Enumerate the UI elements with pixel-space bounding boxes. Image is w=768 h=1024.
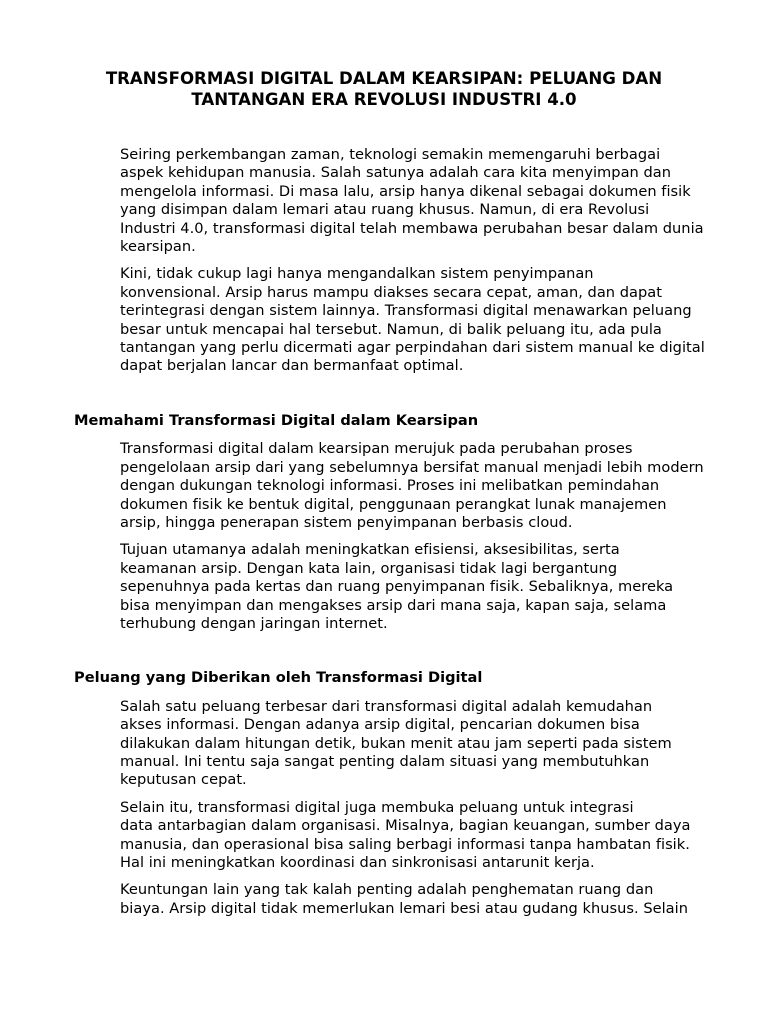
paragraph-line: aspek kehidupan manusia. Salah satunya adalah cara kita menyimpan dan	[120, 164, 671, 182]
body-paragraph	[74, 881, 694, 918]
paragraph-line: keputusan cepat.	[120, 771, 247, 789]
paragraph-line: Hal ini meningkatkan koordinasi dan sinkronisasi antarunit kerja.	[120, 854, 595, 871]
paragraph-line: biaya. Arsip digital tidak memerlukan lemari besi atau gudang khusus. Selain	[120, 899, 688, 917]
document-page	[74, 68, 705, 927]
document-title	[74, 68, 694, 110]
section-heading: Peluang yang Diberikan oleh Transformasi Digital	[74, 669, 483, 687]
paragraph-line: data antarbagian dalam organisasi. Misalnya, bagian keuangan, sumber daya	[120, 817, 691, 835]
paragraph-line: Keuntungan lain yang tak kalah penting adalah penghematan ruang dan	[120, 881, 654, 899]
paragraph-line: manual. Ini tentu saja sangat penting dalam situasi yang membutuhkan	[120, 752, 650, 770]
body-paragraph	[74, 541, 694, 633]
paragraph-line: Transformasi digital dalam kearsipan merujuk pada perubahan proses	[120, 440, 633, 458]
paragraph-line: dengan dukungan teknologi informasi. Proses ini melibatkan pemindahan	[120, 477, 660, 495]
paragraph-line: tantangan yang perlu dicermati agar perpindahan dari sistem manual ke digital	[120, 339, 705, 357]
paragraph-line: terintegrasi dengan sistem lainnya. Transformasi digital menawarkan peluang	[120, 302, 692, 320]
paragraph-line: kearsipan.	[120, 238, 196, 256]
section-gap	[74, 385, 694, 412]
section-body	[74, 440, 704, 633]
section-heading: Memahami Transformasi Digital dalam Kearsipan	[74, 411, 479, 429]
paragraph-line: konvensional. Arsip harus mampu diakses secara cepat, aman, dan dapat	[120, 283, 662, 301]
paragraph-line: pengelolaan arsip dari yang sebelumnya bersifat manual menjadi lebih modern	[120, 458, 704, 476]
body-paragraph	[74, 440, 704, 532]
paragraph-line: Seiring perkembangan zaman, teknologi semakin memengaruhi berbagai	[120, 146, 661, 163]
paragraph-line: bisa menyimpan dan mengakses arsip dari mana saja, kapan saja, selama	[120, 596, 667, 614]
paragraph-line: Selain itu, transformasi digital juga membuka peluang untuk integrasi	[120, 798, 634, 816]
paragraph-line: besar untuk mencapai hal tersebut. Namun, di balik peluang itu, ada pula	[120, 320, 662, 338]
paragraph-line: sepenuhnya pada kertas dan ruang penyimpanan fisik. Sebaliknya, mereka	[120, 578, 674, 596]
paragraph-line: yang disimpan dalam lemari atau ruang khusus. Namun, di era Revolusi	[120, 201, 650, 219]
intro-section	[74, 146, 705, 376]
paragraph-line: akses informasi. Dengan adanya arsip digital, pencarian dokumen bisa	[120, 716, 640, 734]
paragraph-line: Kini, tidak cukup lagi hanya mengandalkan sistem penyimpanan	[120, 265, 594, 283]
body-paragraph	[74, 265, 705, 375]
paragraph-line: arsip, hingga penerapan sistem penyimpanan berbasis cloud.	[120, 513, 573, 531]
paragraph-line: dilakukan dalam hitungan detik, bukan menit atau jam seperti pada sistem	[120, 734, 672, 752]
body-paragraph	[74, 698, 694, 790]
paragraph-line: terhubung dengan jaringan internet.	[120, 614, 388, 632]
section-body	[74, 698, 694, 918]
paragraph-line: mengelola informasi. Di masa lalu, arsip hanya dikenal sebagai dokumen fisik	[120, 182, 691, 200]
title-line: TANTANGAN ERA REVOLUSI INDUSTRI 4.0	[191, 90, 577, 109]
title-line: TRANSFORMASI DIGITAL DALAM KEARSIPAN: PELUANG DAN	[105, 69, 663, 88]
paragraph-line: Industri 4.0, transformasi digital telah membawa perubahan besar dalam dunia	[120, 219, 704, 237]
section-gap	[74, 642, 694, 669]
paragraph-line: keamanan arsip. Dengan kata lain, organisasi tidak lagi bergantung	[120, 559, 618, 577]
body-paragraph	[74, 799, 694, 873]
paragraph-line: dapat berjalan lancar dan bermanfaat optimal.	[120, 357, 464, 375]
paragraph-line: dokumen fisik ke bentuk digital, penggunaan perangkat lunak manajemen	[120, 495, 667, 513]
body-paragraph	[74, 146, 704, 256]
paragraph-line: manusia, dan operasional bisa saling berbagi informasi tanpa hambatan fisik.	[120, 835, 690, 853]
paragraph-line: Tujuan utamanya adalah meningkatkan efisiensi, aksesibilitas, serta	[120, 541, 620, 559]
paragraph-line: Salah satu peluang terbesar dari transformasi digital adalah kemudahan	[120, 697, 653, 715]
